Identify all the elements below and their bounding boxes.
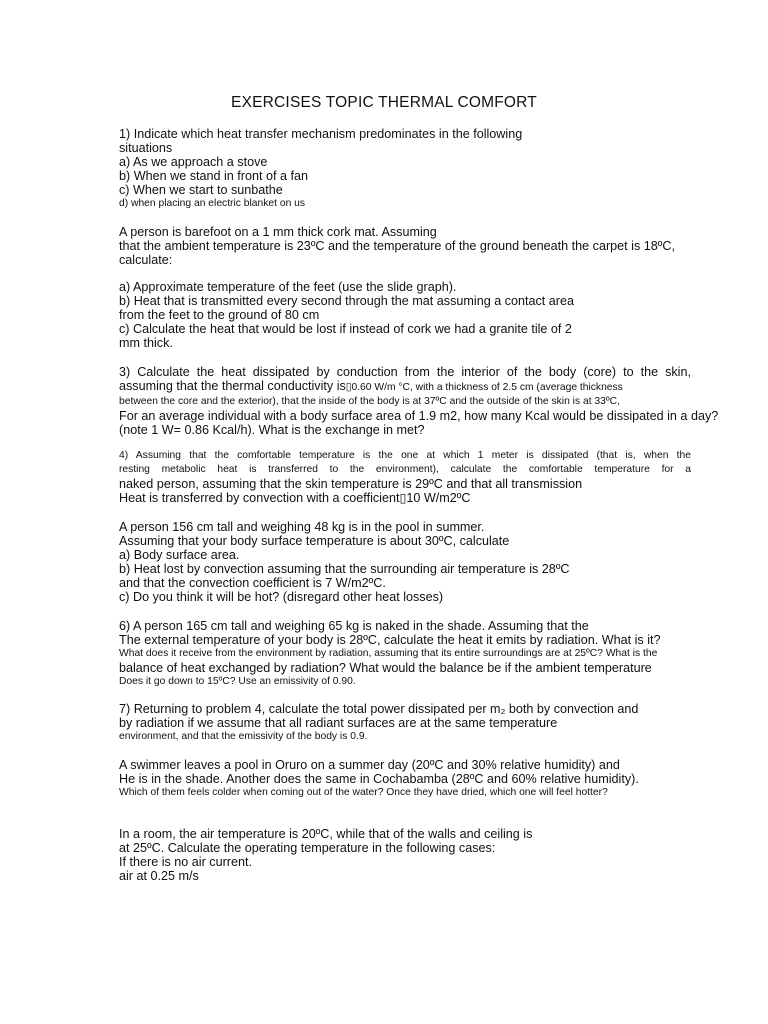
text-line: For an average individual with a body surface area of 1.9 m2, how many Kcal would be dissipated in a day?: [119, 409, 719, 423]
text-line: The external temperature of your body is 28ºC, calculate the heat it emits by radiation. What is it?: [119, 633, 661, 647]
exercise-7: [119, 702, 691, 744]
exercise-5: [119, 520, 691, 604]
text-line: between the core and the exterior), that the inside of the body is at 37ºC and the outside of the skin is at 33ºC,: [119, 396, 620, 407]
text-line: mm thick.: [119, 336, 173, 350]
text-line: A person 156 cm tall and weighing 48 kg is in the pool in summer.: [119, 520, 485, 534]
text-line: balance of heat exchanged by radiation? What would the balance be if the ambient temperature: [119, 661, 652, 675]
text-line: Heat is transferred by convection with a coefficient▯10 W/m2ºC: [119, 491, 471, 505]
text-line: b) Heat lost by convection assuming that the surrounding air temperature is 28ºC: [119, 562, 570, 576]
text-line: at 25ºC. Calculate the operating temperature in the following cases:: [119, 841, 496, 855]
exercise-2-parts: [119, 280, 691, 350]
page-title: EXERCISES TOPIC THERMAL COMFORT: [231, 94, 537, 111]
text-line: 6) A person 165 cm tall and weighing 65 kg is naked in the shade. Assuming that the: [119, 619, 589, 633]
text-line: air at 0.25 m/s: [119, 869, 199, 883]
text-line: c) When we start to sunbathe: [119, 183, 283, 197]
text-line: assuming that the thermal conductivity is▯0.60 W/m °C, with a thickness of 2.5 cm (average thickness: [119, 379, 623, 393]
text-line: If there is no air current.: [119, 855, 252, 869]
text-line: 3) Calculate the heat dissipated by conduction from the interior of the body (core) to the skin,: [119, 365, 691, 379]
text-line: a) Approximate temperature of the feet (use the slide graph).: [119, 280, 457, 294]
exercise-3: [119, 365, 719, 437]
text-line: 7) Returning to problem 4, calculate the total power dissipated per m₂ both by convection and: [119, 702, 639, 716]
text-line: a) As we approach a stove: [119, 155, 268, 169]
text-line: resting metabolic heat is transferred to the environment), calculate the comfortable temperature for a: [119, 464, 691, 475]
exercise-2: [119, 225, 691, 267]
text-line: Does it go down to 15ºC? Use an emissivity of 0.90.: [119, 676, 356, 687]
exercise-1: [119, 127, 691, 211]
text-line: by radiation if we assume that all radiant surfaces are at the same temperature: [119, 716, 558, 730]
text-line: What does it receive from the environment by radiation, assuming that its entire surroundings are at 25ºC? What is the: [119, 648, 658, 659]
text-line: He is in the shade. Another does the same in Cochabamba (28ºC and 60% relative humidity).: [119, 772, 639, 786]
text-line: c) Calculate the heat that would be lost if instead of cork we had a granite tile of 2: [119, 322, 572, 336]
text-line: A swimmer leaves a pool in Oruro on a summer day (20ºC and 30% relative humidity) and: [119, 758, 620, 772]
text-line: In a room, the air temperature is 20ºC, while that of the walls and ceiling is: [119, 827, 533, 841]
text-line: d) when placing an electric blanket on us: [119, 198, 306, 209]
text-line: Assuming that your body surface temperature is about 30ºC, calculate: [119, 534, 510, 548]
exercise-4: [119, 449, 691, 505]
text-line: b) When we stand in front of a fan: [119, 169, 309, 183]
exercise-8: [119, 758, 691, 800]
text-line: situations: [119, 141, 173, 155]
text-line: A person is barefoot on a 1 mm thick cork mat. Assuming: [119, 225, 437, 239]
text-line: from the feet to the ground of 80 cm: [119, 308, 320, 322]
text-line: 1) Indicate which heat transfer mechanism predominates in the following: [119, 127, 523, 141]
exercise-6: [119, 619, 691, 689]
text-line: Which of them feels colder when coming out of the water? Once they have dried, which one will feel hotter?: [119, 787, 608, 798]
text-line: 4) Assuming that the comfortable temperature is the one at which 1 meter is dissipated (that is, when the: [119, 450, 691, 461]
text-line: b) Heat that is transmitted every second through the mat assuming a contact area: [119, 294, 575, 308]
text-line: and that the convection coefficient is 7 W/m2ºC.: [119, 576, 386, 590]
text-line: a) Body surface area.: [119, 548, 240, 562]
text-line: c) Do you think it will be hot? (disregard other heat losses): [119, 590, 444, 604]
text-line: naked person, assuming that the skin temperature is 29ºC and that all transmission: [119, 477, 583, 491]
exercise-9: [119, 827, 691, 883]
text-line: (note 1 W= 0.86 Kcal/h). What is the exchange in met?: [119, 423, 425, 437]
text-line: calculate:: [119, 253, 173, 267]
text-line: that the ambient temperature is 23ºC and the temperature of the ground beneath the carpet is 18ºC,: [119, 239, 675, 253]
text-line: environment, and that the emissivity of the body is 0.9.: [119, 731, 368, 742]
